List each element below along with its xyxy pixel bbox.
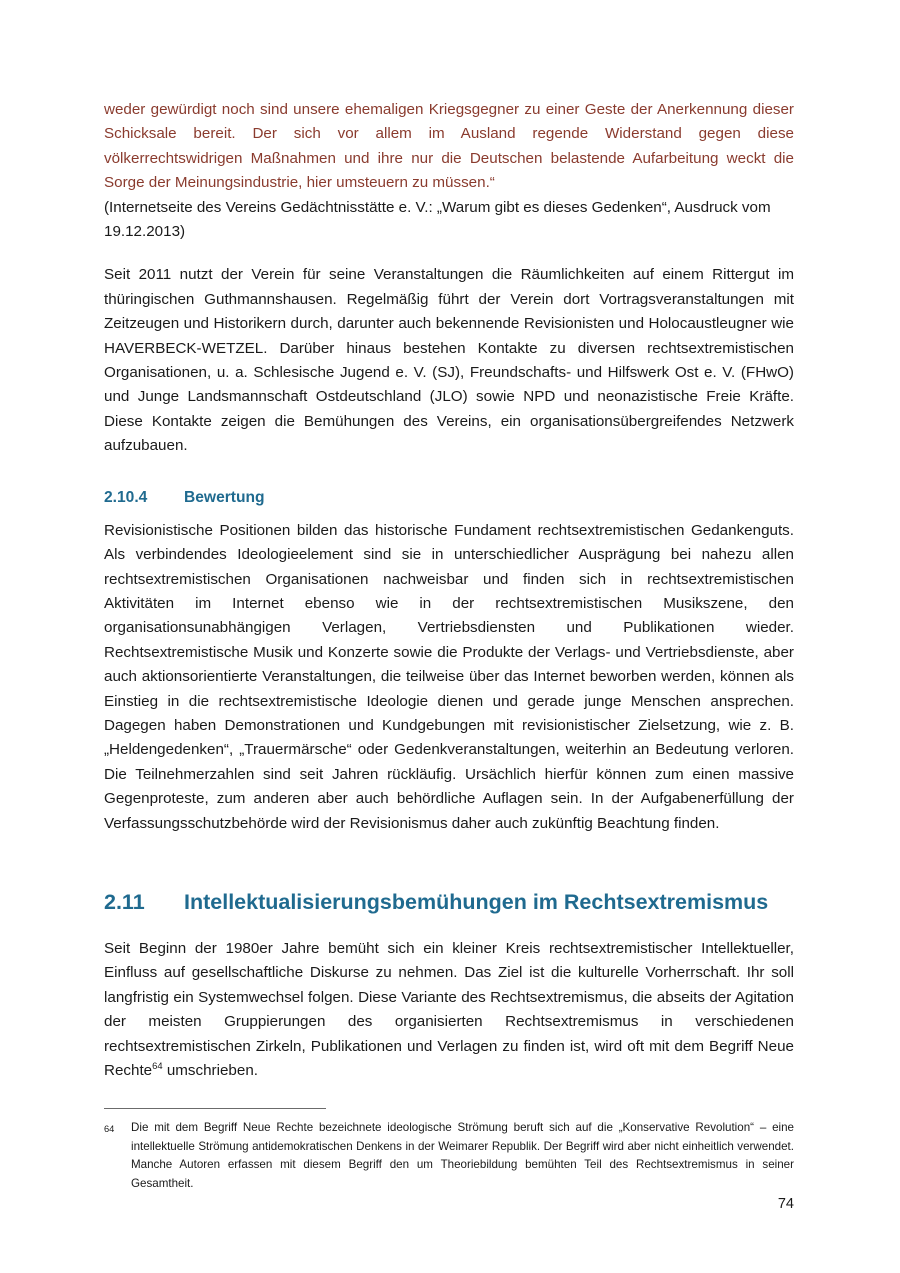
subsection-number: 2.10.4 xyxy=(104,488,148,506)
footnote-area xyxy=(104,1108,794,1193)
section-body xyxy=(104,937,794,1083)
footnote-text: Die mit dem Begriff Neue Rechte bezeichnete ideologische Strömung beruft sich auf die „Konservative Revolution“ – eine intellektuelle Strömung antidemokratischen Denkens in der Weimarer Republik. Der Begriff wird aber nicht einheitlich verwendet. Manche Autoren erfassen mit diesem Begriff den um Theoriebildung bemühten Teil des Rechtsextremismus in seiner Gesamtheit. xyxy=(131,1121,794,1190)
blockquote-text: weder gewürdigt noch sind unsere ehemaligen Kriegsgegner zu einer Geste der Anerkennung dieser Schicksale bereit. Der sich vor allem im Ausland regende Widerstand gegen diese völkerrechtswidrigen Maßnahmen und ihre nur die Deutschen belastende Aufarbeitung weckt die Sorge der Meinungsindustrie, hier umsteuern zu müssen.“ xyxy=(104,101,794,192)
subsection-body: Revisionistische Positionen bilden das historische Fundament rechtsextremistischen Gedankenguts. Als verbindendes Ideologieelement sind sie in unterschiedlicher Ausprägung bei nahezu allen rechtsextremistischen Organisationen nachweisbar und finden sich in rechtsextremistischen Aktivitäten im Internet ebenso wie in der rechtsextremistischen Musikszene, den organisationsunabhängigen Verlagen, Vertriebsdiensten und Publikationen wieder. Rechtsextremistische Musik und Konzerte sowie die Produkte der Verlags- und Vertriebsdienste, aber auch aktionsorientierte Veranstaltungen, die teilweise über das Internet beworben werden, können als Einstieg in die rechtsextremistische Ideologie dienen und gerade junge Menschen ansprechen. Dagegen haben Demonstrationen und Kundgebungen mit revisionistischer Zielsetzung, wie z. B. „Heldengedenken“, „Trauermärsche“ oder Gedenkveranstaltungen, weiterhin an Bedeutung verloren. Die Teilnehmerzahlen sind seit Jahren rückläufig. Ursächlich hierfür können zum einen massive Gegenproteste, zum anderen aber auch behördliche Auflagen sein. In der Aufgabenerfüllung der Verfassungsschutzbehörde wird der Revisionismus daher auch zukünftig Beachtung finden. xyxy=(104,521,794,832)
body-paragraph-1: Seit 2011 nutzt der Verein für seine Veranstaltungen die Räumlichkeiten auf einem Rittergut im thüringischen Guthmannshausen. Regelmäßig führt der Verein dort Vortragsveranstaltungen mit Zeitzeugen und Historikern durch, darunter auch bekennende Revisionisten und Holocaustleugner wie HAVERBECK-WETZEL. Darüber hinaus bestehen Kontakte zu diversen rechtsextremistischen Organisationen, u. a. Schlesische Jugend e. V. (SJ), Freundschafts- und Hilfswerk Ost e. V. (FHwO) und Junge Landsmannschaft Ostdeutschland (JLO) sowie NPD und neonazistische Freie Kräfte. Diese Kontakte zeigen die Bemühungen des Vereins, ein organisationsübergreifendes Netzwerk aufzubauen. xyxy=(104,266,794,455)
section-number: 2.11 xyxy=(104,889,145,914)
footnote-item xyxy=(104,1119,794,1193)
footnote-reference-marker[interactable]: 64 xyxy=(152,1059,163,1071)
blockquote-source: (Internetseite des Vereins Gedächtnisstätte e. V.: „Warum gibt es dieses Gedenken“, Ausdruck vom 19.12.2013) xyxy=(104,198,771,241)
footnote-number: 64 xyxy=(104,1124,115,1134)
section-title: Intellektualisierungsbemühungen im Rechtsextremismus xyxy=(184,889,769,914)
page-number: 74 xyxy=(777,1196,794,1212)
footnote-divider xyxy=(104,1108,326,1109)
subsection-heading xyxy=(104,489,794,507)
section-body-part-1: Seit Beginn der 1980er Jahre bemüht sich ein kleiner Kreis rechtsextremistischer Intellektueller, Einfluss auf gesellschaftliche Diskurse zu nehmen. Das Ziel ist die kulturelle Vorherrschaft. Ihr soll langfristig ein Systemwechsel folgen. Diese Variante des Rechtsextremismus, die abseits der Agitation der meisten Gruppierungen des organisierten Rechtsextremismus in verschiedenen rechtsextremistischen Zirkeln, Publikationen und Verlagen zu finden ist, wird oft mit dem Begriff Neue Rechte xyxy=(104,939,794,1079)
subsection-title: Bewertung xyxy=(184,488,265,506)
section-body-part-2: umschrieben. xyxy=(162,1062,258,1079)
section-heading xyxy=(104,890,794,915)
page-content xyxy=(104,98,794,1083)
